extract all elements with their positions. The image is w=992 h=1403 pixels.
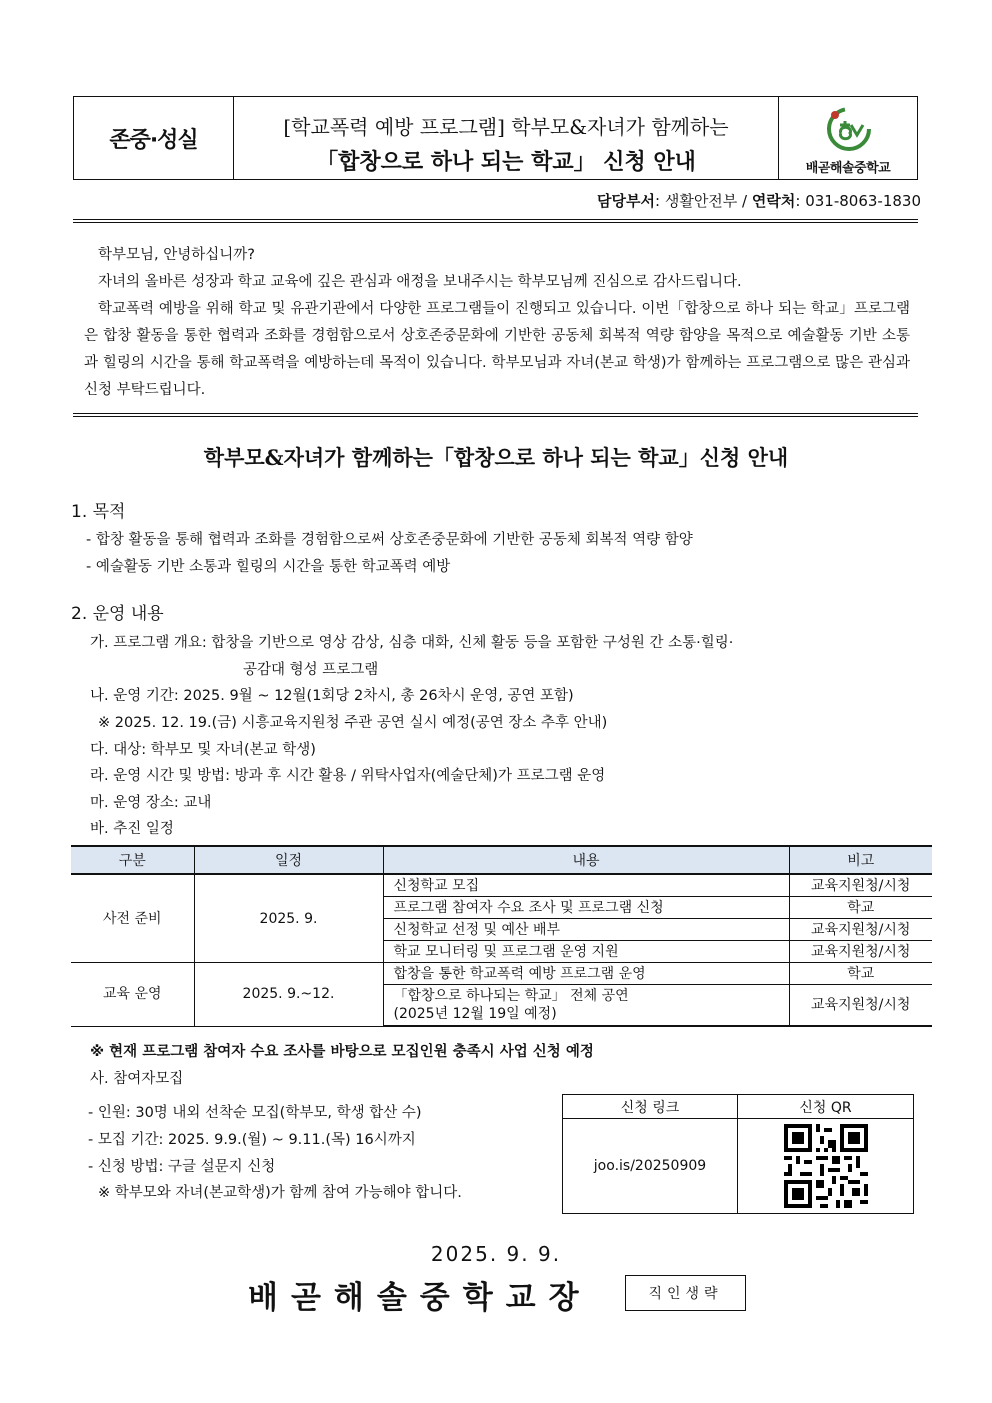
table-row (71, 963, 932, 985)
bold-note: ※ 현재 프로그램 참여자 수요 조사를 바탕으로 모집인원 충족시 사업 신청 예정 (90, 1044, 594, 1060)
content-cell: 합창을 통한 학교폭력 예방 프로그램 운영 (383, 963, 789, 985)
content-cell: 신청학교 모집 (383, 874, 789, 897)
item-ga-cont: 공감대 형성 프로그램 (243, 662, 379, 678)
section1-item: - 합창 활동을 통해 협력과 조화를 경험함으로써 상호존중문화에 기반한 공동체 회복적 역량 함양 (86, 532, 693, 548)
category-cell: 교육 운영 (71, 963, 194, 1027)
phone-value: : 031-8063-1830 (795, 192, 921, 210)
table-header: 비고 (789, 846, 932, 874)
motto-cell (74, 97, 234, 179)
content-cell: 프로그램 참여자 수요 조사 및 프로그램 신청 (383, 897, 789, 919)
school-logo-name: 배곧해솔중학교 (805, 161, 891, 176)
table-header: 일정 (194, 846, 383, 874)
qr-cell (738, 1119, 914, 1214)
content-cell (383, 985, 789, 1027)
school-logo-icon (823, 103, 875, 155)
content-line: 「합창으로 하나되는 학교」 전체 공연 (393, 988, 629, 1004)
recruit-item: - 신청 방법: 구글 설문지 신청 (88, 1159, 276, 1175)
apply-link-header: 신청 링크 (563, 1095, 738, 1119)
table-header-row (71, 846, 932, 874)
note-cell: 교육지원청/시청 (789, 941, 932, 963)
title-cell (234, 97, 779, 179)
contact-line (597, 190, 921, 211)
intro-text (84, 242, 910, 404)
top-divider (73, 219, 918, 223)
content-cell: 학교 모니터링 및 프로그램 운영 지원 (383, 941, 789, 963)
table-header: 구분 (71, 846, 194, 874)
note-cell: 학교 (789, 897, 932, 919)
intro-paragraph-1: 자녀의 올바른 성장과 학교 교육에 깊은 관심과 애정을 보내주시는 학부모님께 진심으로 감사드립니다. (98, 274, 742, 290)
document-date: 2025. 9. 9. (430, 1242, 562, 1266)
seal-omitted-box: 직인생략 (625, 1275, 746, 1311)
main-title: 학부모&자녀가 함께하는「합창으로 하나 되는 학교」신청 안내 (203, 445, 789, 470)
apply-header-row (563, 1095, 914, 1119)
item-da: 다. 대상: 학부모 및 자녀(본교 학생) (90, 742, 316, 758)
note-cell: 교육지원청/시청 (789, 985, 932, 1027)
phone-label: 연락처 (751, 192, 796, 210)
apply-table (562, 1094, 914, 1214)
recruit-item: - 인원: 30명 내외 선착순 모집(학부모, 학생 합산 수) (88, 1105, 422, 1121)
item-ra: 라. 운영 시간 및 방법: 방과 후 시간 활용 / 위탁사업자(예술단체)가 프로그램 운영 (90, 768, 606, 784)
content-line: (2025년 12월 19일 예정) (393, 1006, 557, 1022)
recruit-item: - 모집 기간: 2025. 9.9.(월) ~ 9.11.(목) 16시까지 (88, 1132, 416, 1148)
intro-divider (73, 413, 918, 417)
principal-name: 배곧해솔중학교장 (248, 1280, 592, 1316)
logo-cell (779, 97, 917, 179)
recruit-note: ※ 학부모와 자녀(본교학생)가 함께 참여 가능해야 합니다. (98, 1185, 462, 1201)
schedule-cell: 2025. 9. (194, 874, 383, 963)
note-cell: 교육지원청/시청 (789, 874, 932, 897)
section1-heading: 1. 목적 (71, 502, 126, 522)
header-title-line2: 「합창으로 하나 되는 학교」 신청 안내 (316, 149, 696, 175)
note-cell: 학교 (789, 963, 932, 985)
schedule-table (71, 845, 932, 1027)
dept-label: 담당부서 (597, 192, 656, 210)
intro-greeting: 학부모님, 안녕하십니까? (98, 247, 255, 263)
apply-link[interactable]: joo.is/20250909 (563, 1119, 738, 1214)
item-ga: 가. 프로그램 개요: 합창을 기반으로 영상 감상, 심층 대화, 신체 활동 등을 포함한 구성원 간 소통·힐링· (90, 635, 734, 651)
note-cell: 교육지원청/시청 (789, 919, 932, 941)
schedule-cell: 2025. 9.~12. (194, 963, 383, 1027)
dept-value: : 생활안전부 / (655, 192, 752, 210)
item-sa: 사. 참여자모집 (90, 1071, 184, 1087)
category-cell: 사전 준비 (71, 874, 194, 963)
section1-item: - 예술활동 기반 소통과 힐링의 시간을 통한 학교폭력 예방 (86, 559, 451, 575)
item-na-note: ※ 2025. 12. 19.(금) 시흥교육지원청 주관 공연 실시 예정(공연 장소 추후 안내) (98, 715, 608, 731)
header-title-line1: [학교폭력 예방 프로그램] 학부모&자녀가 함께하는 (283, 115, 729, 139)
table-row (71, 874, 932, 897)
item-ba: 바. 추진 일정 (90, 821, 174, 837)
qr-code-icon[interactable] (784, 1124, 868, 1208)
intro-paragraph-2: 학교폭력 예방을 위해 학교 및 유관기관에서 다양한 프로그램들이 진행되고 있습니다. 이번「합창으로 하나 되는 학교」프로그램은 합창 활동을 통한 협력과 조화를 경험함으로서 상호존중문화에 기반한 공동체 회복적 역량 함양을 목적으로 예술활동 기반 소통과 힐링의 시간을 통해 학교폭력을 예방하는데 목적이 있습니다. 학부모님과 자녀(본교 학생)가 함께하는 프로그램으로 많은 관심과 신청 부탁드립니다. (84, 301, 910, 398)
table-header: 내용 (383, 846, 789, 874)
item-na: 나. 운영 기간: 2025. 9월 ~ 12월(1회당 2차시, 총 26차시 운영, 공연 포함) (90, 688, 574, 704)
item-ma: 마. 운영 장소: 교내 (90, 795, 212, 811)
content-cell: 신청학교 선정 및 예산 배부 (383, 919, 789, 941)
header-box (73, 96, 918, 180)
apply-qr-header: 신청 QR (738, 1095, 914, 1119)
school-motto: 존중·성실 (109, 127, 198, 153)
section2-heading: 2. 운영 내용 (71, 604, 164, 624)
apply-body-row (563, 1119, 914, 1214)
